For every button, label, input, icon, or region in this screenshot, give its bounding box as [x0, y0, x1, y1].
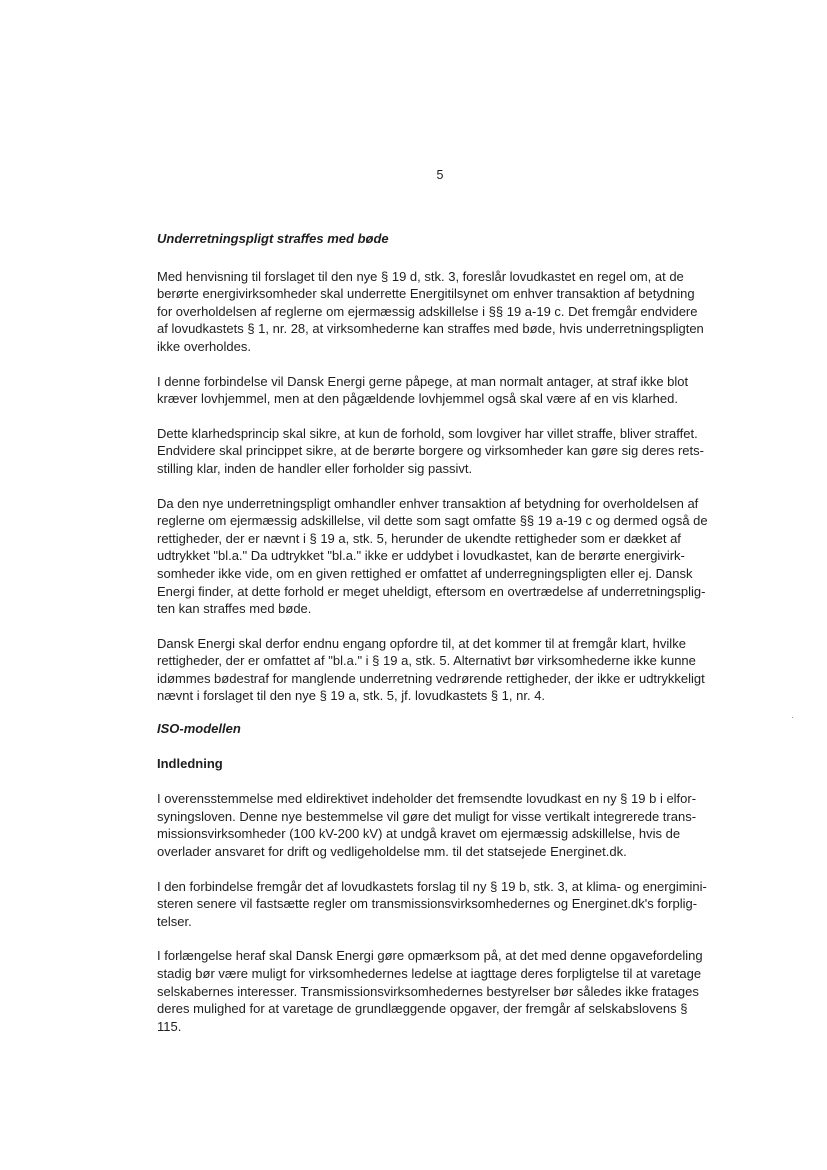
- page-number: 5: [436, 168, 444, 182]
- document-body: [157, 230, 732, 1052]
- paragraph: Dette klarhedsprincip skal sikre, at kun de forhold, som lovgiver har villet straffe, bliver straffet. Endvidere skal princippet sikre, at de berørte borgere og virksomheder kan gøre sig deres rets- stilling klar, inden de handler eller forholder sig passivt.: [157, 425, 704, 476]
- paragraph: Da den nye underretningspligt omhandler enhver transaktion af betydning for overholdelsen af reglerne om ejermæssig adskillelse, vil dette som sagt omfatte §§ 19 a-19 c og dermed også de rettigheder, der er nævnt i § 19 a, stk. 5, herunder de ukendte rettigheder som er dækket af udtrykket "bl.a." Da udtrykket "bl.a." ikke er uddybet i lovudkastet, kan de berørte energivirk- somheder ikke vide, om en given rettighed er omfattet af underregningspligten eller ej. Dansk Energi finder, at dette forhold er meget uheldigt, eftersom en overtrædelse af underretningsplig- ten kan straffes med bøde.: [157, 495, 708, 617]
- section-heading-underretningspligt: Underretningspligt straffes med bøde: [157, 231, 389, 246]
- paragraph: I forlængelse heraf skal Dansk Energi gøre opmærksom på, at det med denne opgavefordeling stadig bør være muligt for virksomhedernes ledelse at iagttage deres forpligtelse til at varetage selskabernes interesser. Transmissionsvirksomhedernes bestyrelser bør således ikke fratages deres mulighed for at varetage de grundlæggende opgaver, der fremgår af selskabslovens § 115.: [157, 948, 703, 1034]
- paragraph: I overensstemmelse med eldirektivet indeholder det fremsendte lovudkast en ny § 19 b i elfor- syningsloven. Denne nye bestemmelse vil gøre det muligt for visse vertikalt integrerede trans- missionsvirksomheder (100 kV-200 kV) at undgå kravet om ejermæssig adskillelse, hvis de overlader ansvaret for drift og vedligeholdelse mm. til det statsejede Energinet.dk.: [157, 791, 697, 860]
- paragraph: I denne forbindelse vil Dansk Energi gerne påpege, at man normalt antager, at straf ikke blot kræver lovhjemmel, men at den pågældende lovhjemmel også skal være af en vis klarhed.: [157, 373, 689, 407]
- paragraph: Dansk Energi skal derfor endnu engang opfordre til, at det kommer til at fremgår klart, hvilke rettigheder, der er omfattet af "bl.a." i § 19 a, stk. 5. Alternativt bør virksomhederne ikke kunne idømmes bødestraf for manglende underretning vedrørende rettigheder, der ikke er udtrykkeligt nævnt i forslaget til den nye § 19 a, stk. 5, jf. lovudkastets § 1, nr. 4.: [157, 635, 705, 704]
- subheading-indledning: Indledning: [157, 755, 223, 771]
- paragraph: I den forbindelse fremgår det af lovudkastets forslag til ny § 19 b, stk. 3, at klima- og energimini- steren senere vil fastsætte regler om transmissionsvirksomhedernes og Energinet.dk's forplig- telser.: [157, 878, 707, 929]
- section-heading-iso-modellen: ISO-modellen: [157, 721, 241, 737]
- paragraph: Med henvisning til forslaget til den nye § 19 d, stk. 3, foreslår lovudkastet en regel om, at de berørte energivirksomheder skal underrette Energitilsynet om enhver transaktion af betydning for overholdelsen af reglerne om ejermæssig adskillelse i §§ 19 a-19 c. Det fremgår endvidere af lovudkastets § 1, nr. 28, at virksomhederne kan straffes med bøde, hvis underretningspligten ikke overholdes.: [157, 268, 704, 354]
- scan-artifact: ·: [791, 712, 794, 722]
